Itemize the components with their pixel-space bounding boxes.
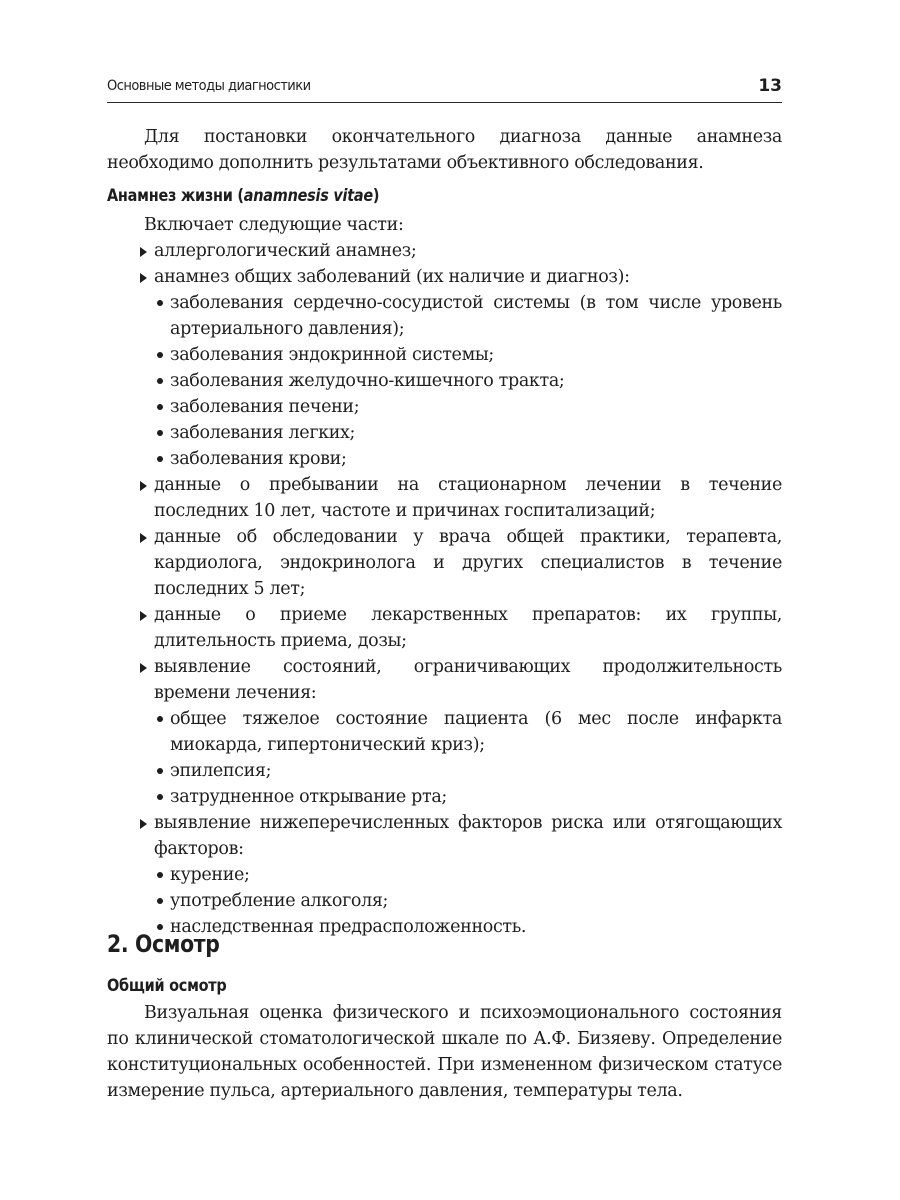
list-item-text: заболевания легких; — [170, 423, 356, 443]
list-subitem — [107, 706, 782, 758]
list-item-text: анамнез общих заболеваний (их наличие и диагноз): — [154, 267, 630, 287]
exam-paragraph: Визуальная оценка физического и психоэмоционального состояния по клинической стоматологической шкале по А.Ф. Бизяеву. Определение конституциональных особенностей. При измененном физическом статусе измерение пульса, артериального давления, температуры тела. — [107, 1003, 782, 1101]
anamnesis-list — [107, 212, 782, 940]
list-item-text: заболевания сердечно-сосудистой системы (в том числе уровень артериального давления); — [170, 293, 782, 339]
list-item — [107, 524, 782, 602]
list-subitem — [107, 290, 782, 342]
list-subitem — [107, 758, 782, 784]
page-number: 13 — [758, 76, 782, 96]
list-item-text: заболевания эндокринной системы; — [170, 345, 494, 365]
list-item-text: заболевания желудочно-кишечного тракта; — [170, 371, 565, 391]
list-item-text: данные об обследовании у врача общей практики, терапевта, кардиолога, эндокринолога и других специалистов в течение последних 5 лет; — [154, 527, 782, 599]
list-subitem — [107, 446, 782, 472]
list-item-text: аллергологический анамнез; — [154, 241, 417, 261]
triangle-bullet-icon — [140, 273, 147, 283]
anamnesis-heading-prefix: Анамнез жизни ( — [107, 186, 244, 206]
list-subitem — [107, 784, 782, 810]
dot-bullet-icon — [157, 456, 163, 462]
list-subitem — [107, 420, 782, 446]
list-subitem — [107, 368, 782, 394]
intro-paragraph: Для постановки окончательного диагноза данные анамнеза необходимо дополнить результатами объективного обследования. — [107, 127, 782, 173]
list-item-text: данные о пребывании на стационарном лечении в течение последних 10 лет, частоте и причинах госпитализаций; — [154, 475, 782, 521]
exam-paragraph-block — [107, 1000, 782, 1104]
running-title: Основные методы диагностики — [107, 78, 311, 94]
triangle-bullet-icon — [140, 611, 147, 621]
dot-bullet-icon — [157, 378, 163, 384]
list-item-text: выявление нижеперечисленных факторов риска или отягощающих факторов: — [154, 813, 782, 859]
dot-bullet-icon — [157, 430, 163, 436]
list-item — [107, 602, 782, 654]
list-item-text: употребление алкоголя; — [170, 891, 389, 911]
dot-bullet-icon — [157, 768, 163, 774]
anamnesis-lead: Включает следующие части: — [144, 215, 404, 235]
dot-bullet-icon — [157, 404, 163, 410]
list-item-text: заболевания крови; — [170, 449, 347, 469]
running-header — [107, 74, 782, 103]
triangle-bullet-icon — [140, 247, 147, 257]
anamnesis-heading-latin: anamnesis vitae — [243, 186, 373, 206]
list-item-text: данные о приеме лекарственных препаратов: их группы, длительность приема, дозы; — [154, 605, 782, 651]
intro-paragraph-block — [107, 124, 782, 176]
list-item — [107, 654, 782, 706]
list-item-text: выявление состояний, ограничивающих продолжительность времени лечения: — [154, 657, 782, 703]
anamnesis-heading — [107, 186, 379, 206]
list-item-text: затрудненное открывание рта; — [170, 787, 447, 807]
list-item-text: общее тяжелое состояние пациента (6 мес после инфаркта миокарда, гипертонический криз); — [170, 709, 782, 755]
dot-bullet-icon — [157, 352, 163, 358]
list-subitem — [107, 394, 782, 420]
dot-bullet-icon — [157, 898, 163, 904]
list-item-text: курение; — [170, 865, 250, 885]
triangle-bullet-icon — [140, 481, 147, 491]
list-subitem — [107, 342, 782, 368]
list-item — [107, 238, 782, 264]
list-item — [107, 810, 782, 862]
anamnesis-heading-suffix: ) — [372, 186, 380, 206]
list-item-text: эпилепсия; — [170, 761, 272, 781]
dot-bullet-icon — [157, 300, 163, 306]
list-item — [107, 472, 782, 524]
triangle-bullet-icon — [140, 819, 147, 829]
triangle-bullet-icon — [140, 533, 147, 543]
triangle-bullet-icon — [140, 663, 147, 673]
list-item-text: наследственная предрасположенность. — [170, 917, 527, 937]
dot-bullet-icon — [157, 794, 163, 800]
dot-bullet-icon — [157, 872, 163, 878]
dot-bullet-icon — [157, 716, 163, 722]
subheading-general-exam: Общий осмотр — [107, 976, 227, 996]
list-item — [107, 264, 782, 290]
list-item-text: заболевания печени; — [170, 397, 360, 417]
list-subitem — [107, 862, 782, 888]
section-heading-exam: 2. Осмотр — [107, 930, 220, 958]
list-subitem — [107, 888, 782, 914]
